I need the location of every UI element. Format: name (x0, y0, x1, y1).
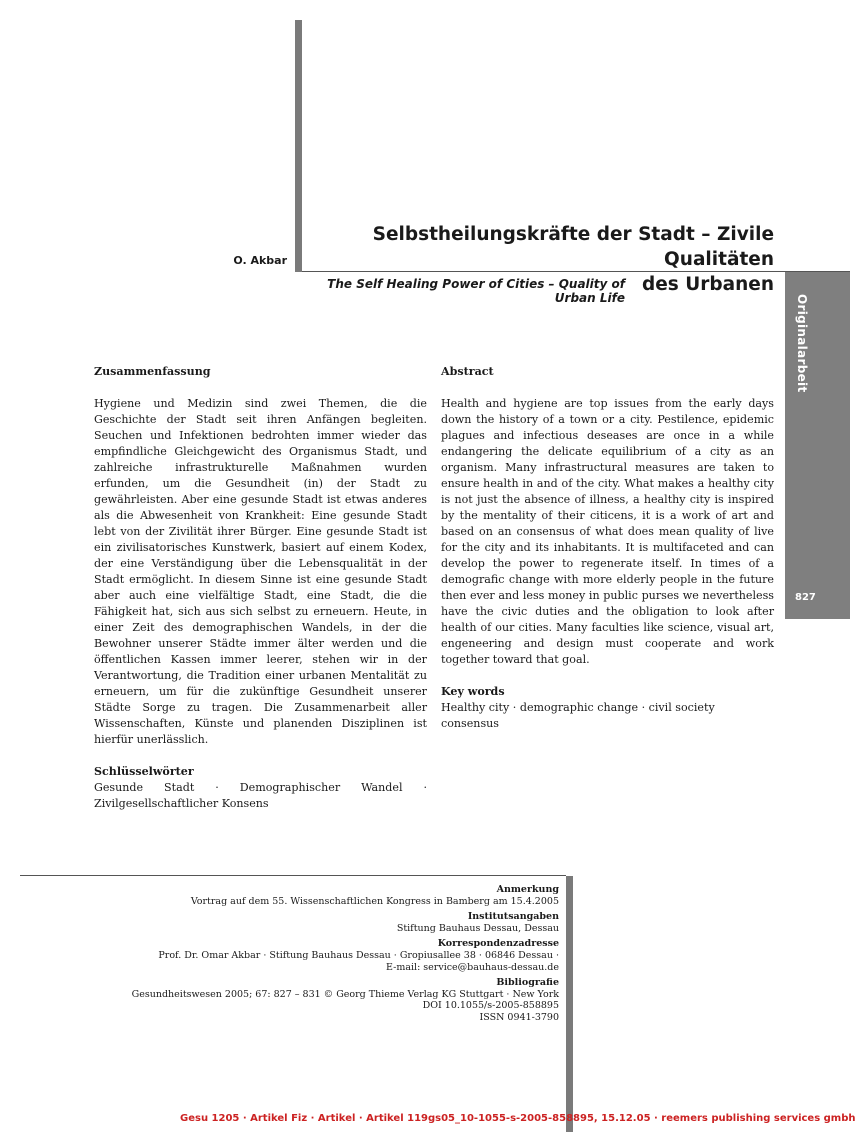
article-type-label: Originalarbeit (795, 294, 809, 393)
abstract-body: Health and hygiene are top issues from the early days down the history of a town or a city. Pestilence, epidemic plagues and infectious deseases are once in a while endangering the delicate equilibrium of a city as an organism. Many infrastructural measures are taken to ensure health in and of the city. What makes a healthy city is not just the absence of illness, a healthy city is inspired by the mentality of their citicens, it is a work of art and based on an consensus of what does mean quality of live for the city and its inhabitants. It is multifaceted and can develop the power to regenerate itself. In times of a demografic change with more elderly people in the future then ever and less money in public purses we nevertheless have the civic duties and the obligation to look after health of our cities. Many faculties like science, visual art, engeneering and design must cooperate and work together toward that goal. (441, 397, 774, 666)
keywords-heading: Key words (441, 685, 505, 698)
german-column (94, 364, 427, 812)
bibliografie-line-1: Gesundheitswesen 2005; 67: 827 – 831 © Georg Thieme Verlag KG Stuttgart · New York (131, 988, 559, 1000)
bibliografie-issn: ISSN 0941-3790 (479, 1011, 559, 1023)
header-vertical-bar (295, 20, 302, 272)
institut-text: Stiftung Bauhaus Dessau, Dessau (396, 922, 559, 934)
side-tab (785, 272, 850, 619)
schluesselwoerter-text: Gesunde Stadt · Demographischer Wandel · Zivilgesellschaftlicher Konsens (94, 781, 427, 810)
abstract-heading: Abstract (441, 365, 494, 378)
institut-heading: Institutsangaben (467, 911, 559, 923)
note-anmerkung (120, 884, 559, 907)
korrespondenz-email: E-mail: service@bauhaus-dessau.de (386, 961, 559, 973)
footer-rule (20, 875, 566, 876)
title-line-2: des Urbanen (641, 274, 774, 295)
note-institut (120, 911, 559, 934)
schluesselwoerter-heading: Schlüsselwörter (94, 765, 194, 778)
author-name: O. Akbar (233, 254, 287, 267)
bibliografie-doi: DOI 10.1055/s-2005-858895 (422, 1000, 559, 1012)
anmerkung-text: Vortrag auf dem 55. Wissenschaftlichen Kongress in Bamberg am 15.4.2005 (190, 895, 559, 907)
bibliografie-heading: Bibliografie (496, 977, 559, 989)
article-subtitle: The Self Healing Power of Cities – Quality of Urban Life (327, 277, 625, 305)
anmerkung-heading: Anmerkung (496, 884, 559, 895)
note-korrespondenz (120, 938, 559, 973)
production-footer: Gesu 1205 · Artikel Fiz · Artikel · Artikel 119gs05_10-1055-s-2005-858895, 15.12.05 · reemers publishing services gmbh (180, 1113, 856, 1124)
keywords-text: Healthy city · demographic change · civil society consensus (441, 701, 715, 730)
article-notes (120, 884, 559, 1028)
korrespondenz-line-1: Prof. Dr. Omar Akbar · Stiftung Bauhaus Dessau · Gropiusallee 38 · 06846 Dessau · (158, 949, 559, 961)
zusammenfassung-body: Hygiene und Medizin sind zwei Themen, die die Geschichte der Stadt seit ihren Anfängen begleiten. Seuchen und Infektionen bedrohten immer wieder das empfindliche Gleichgewicht des Organismus Stadt, und zahlreiche infrastrukturelle Maßnahmen wurden erfunden, um die Gesundheit (in) der Stadt zu gewährleisten. Aber eine gesunde Stadt ist etwas anderes als die Abwesenheit von Krankheit: Eine gesunde Stadt lebt von der Zivilität ihrer Bürger. Eine gesunde Stadt ist ein zivilisatorisches Kunstwerk, basiert auf einem Kodex, der eine Verständigung über die Lebensqualität in der Stadt ermöglicht. In diesem Sinne ist eine gesunde Stadt aber auch eine vielfältige Stadt, eine Stadt, die die Fähigkeit hat, sich aus sich selbst zu erneuern. Heute, in einer Zeit des demographischen Wandels, in der die Bewohner unserer Städte immer älter werden und die öffentlichen Kassen immer leerer, stehen wir in der Verantwortung, die Tradition einer urbanen Mentalität zu erneuern, um für die zukünftige Gesundheit unserer Städte Sorge zu tragen. Die Zusammenarbeit aller Wissenschaften, Künste und planenden Disziplinen ist hierfür unerlässlich. (94, 397, 427, 746)
title-line-1: Selbstheilungskräfte der Stadt – Zivile Qualitäten (372, 224, 774, 270)
footer-vertical-bar (566, 876, 573, 1132)
note-bibliografie (120, 977, 559, 1023)
zusammenfassung-heading: Zusammenfassung (94, 365, 211, 378)
page-number: 827 (795, 592, 816, 603)
korrespondenz-heading: Korrespondenzadresse (437, 938, 559, 950)
english-column (441, 364, 774, 732)
